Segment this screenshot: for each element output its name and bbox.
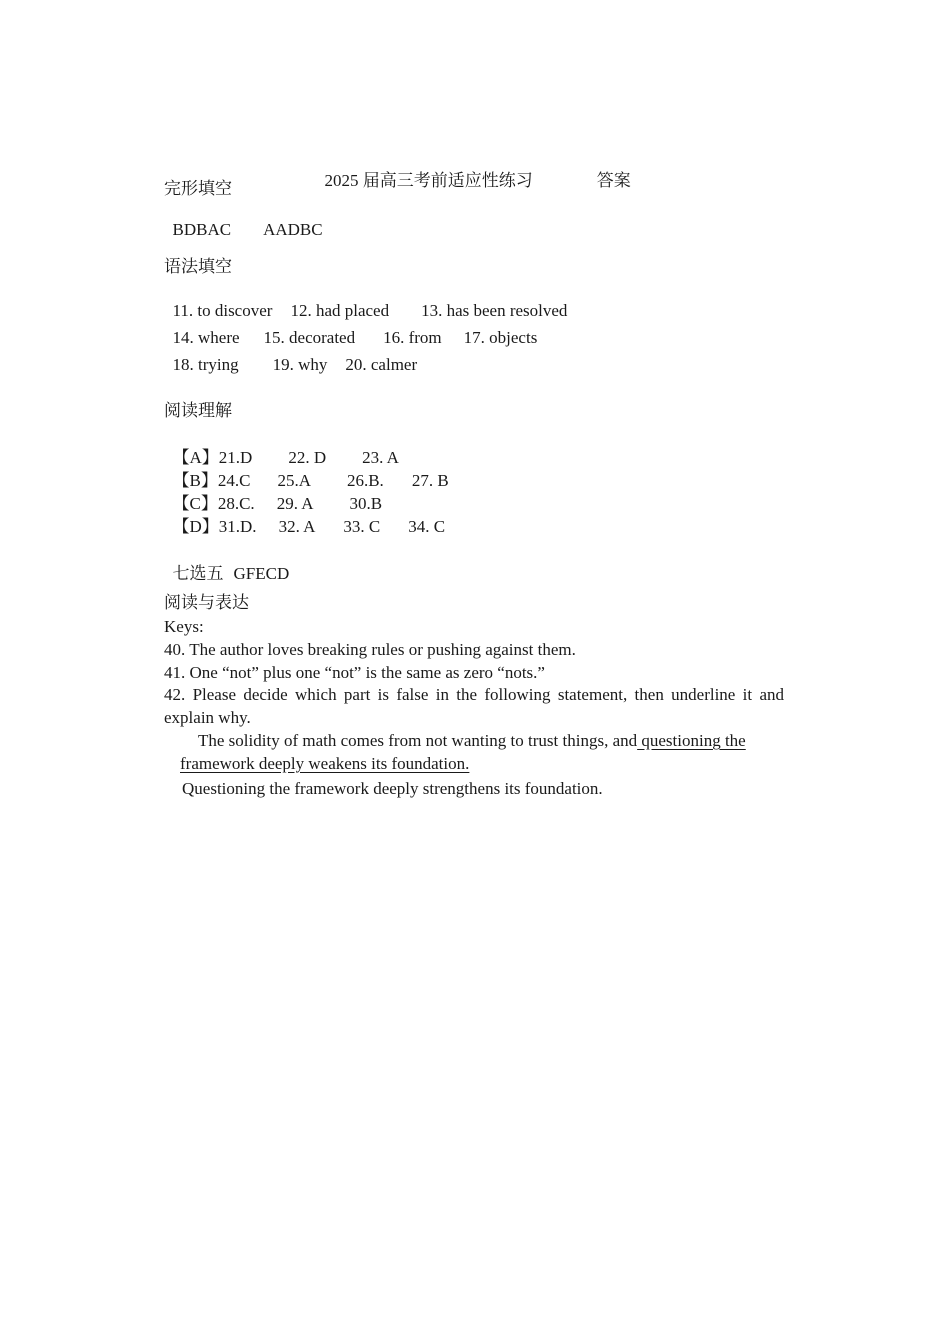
cloze-answers (164, 204, 323, 238)
reading-answer-33: 33. C (343, 517, 381, 536)
seven-choose-five-heading: 七选五 (172, 564, 224, 583)
statement-42 (180, 729, 784, 775)
correction-42: Questioning the framework deeply strengthens its foundation. (182, 779, 603, 798)
reading-answer-21: 21.D (218, 448, 253, 467)
grammar-answer-12: 12. had placed (290, 301, 390, 320)
reading-tag-a: 【A】 (172, 448, 219, 467)
grammar-answer-15: 15. decorated (263, 328, 356, 347)
reading-answer-32: 32. A (278, 517, 316, 536)
reading-answer-34: 34. C (408, 517, 446, 536)
grammar-answer-14: 14. where (172, 328, 240, 347)
reading-row-d (164, 501, 445, 535)
cloze-group-1: BDBAC (172, 220, 232, 239)
reading-answer-26: 26.B. (346, 471, 384, 490)
reading-heading: 阅读理解 (164, 401, 232, 420)
keys-label: Keys: (164, 617, 204, 636)
grammar-heading: 语法填空 (164, 257, 232, 276)
reading-answer-23: 23. A (362, 448, 399, 467)
grammar-answer-20: 20. calmer (345, 355, 418, 374)
reading-answer-22: 22. D (288, 448, 327, 467)
reading-answer-25: 25.A (277, 471, 311, 490)
read-express-heading: 阅读与表达 (164, 593, 249, 612)
reading-tag-c: 【C】 (172, 494, 218, 513)
question-42: 42. Please decide which part is false in the following statement, then underline it and explain why. (164, 685, 784, 727)
cloze-heading: 完形填空 (164, 179, 232, 198)
reading-tag-b: 【B】 (172, 471, 218, 490)
statement-underlined: questioning the framework deeply weakens its foundation. (180, 731, 746, 773)
cloze-group-2: AADBC (263, 220, 323, 239)
title-main: 2025 届高三考前适应性练习 (324, 171, 533, 190)
reading-tag-d: 【D】 (172, 517, 219, 536)
seven-choose-five-line (164, 548, 289, 582)
reading-answer-28: 28.C. (217, 494, 255, 513)
reading-answer-29: 29. A (276, 494, 314, 513)
seven-choose-five-answer: GFECD (233, 564, 290, 583)
grammar-row-3 (164, 339, 417, 373)
page-title (316, 155, 631, 189)
grammar-answer-13: 13. has been resolved (421, 301, 568, 320)
reading-answer-30: 30.B (349, 494, 383, 513)
statement-plain: The solidity of math comes from not wanting to trust things, and (198, 731, 638, 750)
answer-41: 41. One “not” plus one “not” is the same as zero “nots.” (164, 663, 545, 682)
grammar-answer-16: 16. from (383, 328, 442, 347)
grammar-answer-11: 11. to discover (172, 301, 273, 320)
grammar-answer-19: 19. why (272, 355, 328, 374)
reading-answer-31: 31.D. (218, 517, 257, 536)
answer-40: 40. The author loves breaking rules or pushing against them. (164, 640, 576, 659)
grammar-answer-17: 17. objects (463, 328, 538, 347)
title-answer-label: 答案 (596, 171, 631, 190)
reading-answer-27: 27. B (411, 471, 449, 490)
grammar-answer-18: 18. trying (172, 355, 239, 374)
reading-answer-24: 24.C (217, 471, 251, 490)
